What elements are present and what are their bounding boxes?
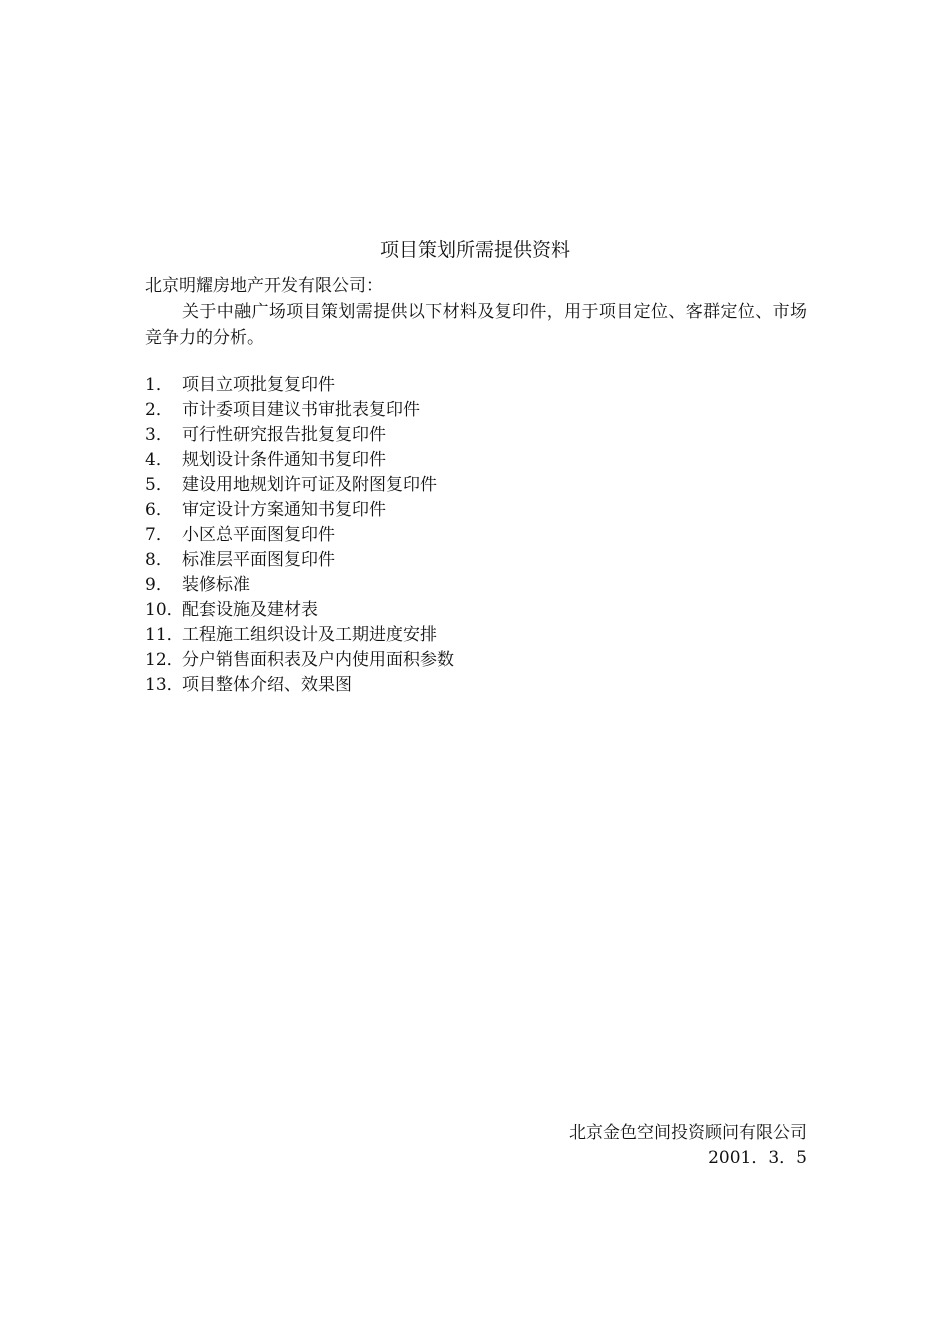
list-item [145, 398, 454, 423]
list-item-text: 项目整体介绍、效果图 [182, 675, 352, 695]
signature-block [569, 1121, 807, 1171]
list-item-text: 分户销售面积表及户内使用面积参数 [182, 650, 454, 670]
list-item-number: 9． [145, 575, 173, 595]
list-item-number: 3． [145, 425, 173, 445]
list-item-number: 7． [145, 525, 173, 545]
document-title: 项目策划所需提供资料 [379, 239, 570, 261]
list-item [145, 648, 454, 673]
list-item [145, 473, 454, 498]
materials-list [145, 373, 454, 698]
recipient-line: 北京明耀房地产开发有限公司： [145, 276, 383, 296]
list-item-number: 12． [145, 650, 184, 670]
list-item [145, 598, 454, 623]
list-item [145, 673, 454, 698]
list-item [145, 498, 454, 523]
list-item [145, 623, 454, 648]
list-item-text: 装修标准 [182, 575, 250, 595]
list-item [145, 523, 454, 548]
signature-company: 北京金色空间投资顾问有限公司 [569, 1123, 807, 1143]
list-item-text: 可行性研究报告批复复印件 [182, 425, 386, 445]
list-item-number: 10． [145, 600, 184, 620]
list-item [145, 573, 454, 598]
list-item-text: 建设用地规划许可证及附图复印件 [182, 475, 437, 495]
list-item-text: 工程施工组织设计及工期进度安排 [182, 625, 437, 645]
intro-paragraph: 关于中融广场项目策划需提供以下材料及复印件，用于项目定位、客群定位、市场竞争力的分析。 [145, 302, 807, 348]
list-item [145, 448, 454, 473]
list-item-number: 13． [145, 675, 184, 695]
list-item [145, 373, 454, 398]
list-item-number: 1． [145, 375, 173, 395]
list-item-number: 11． [145, 625, 184, 645]
list-item-number: 6． [145, 500, 173, 520]
list-item-number: 4． [145, 450, 173, 470]
list-item-number: 5． [145, 475, 173, 495]
list-item-text: 审定设计方案通知书复印件 [182, 500, 386, 520]
signature-date: 2001．3．5 [708, 1148, 807, 1168]
list-item-number: 8． [145, 550, 173, 570]
list-item-text: 市计委项目建议书审批表复印件 [182, 400, 420, 420]
list-item-text: 规划设计条件通知书复印件 [182, 450, 386, 470]
list-item-text: 项目立项批复复印件 [182, 375, 335, 395]
list-item-text: 小区总平面图复印件 [182, 525, 335, 545]
list-item-number: 2． [145, 400, 173, 420]
list-item-text: 标准层平面图复印件 [182, 550, 335, 570]
list-item-text: 配套设施及建材表 [182, 600, 318, 620]
list-item [145, 423, 454, 448]
list-item [145, 548, 454, 573]
